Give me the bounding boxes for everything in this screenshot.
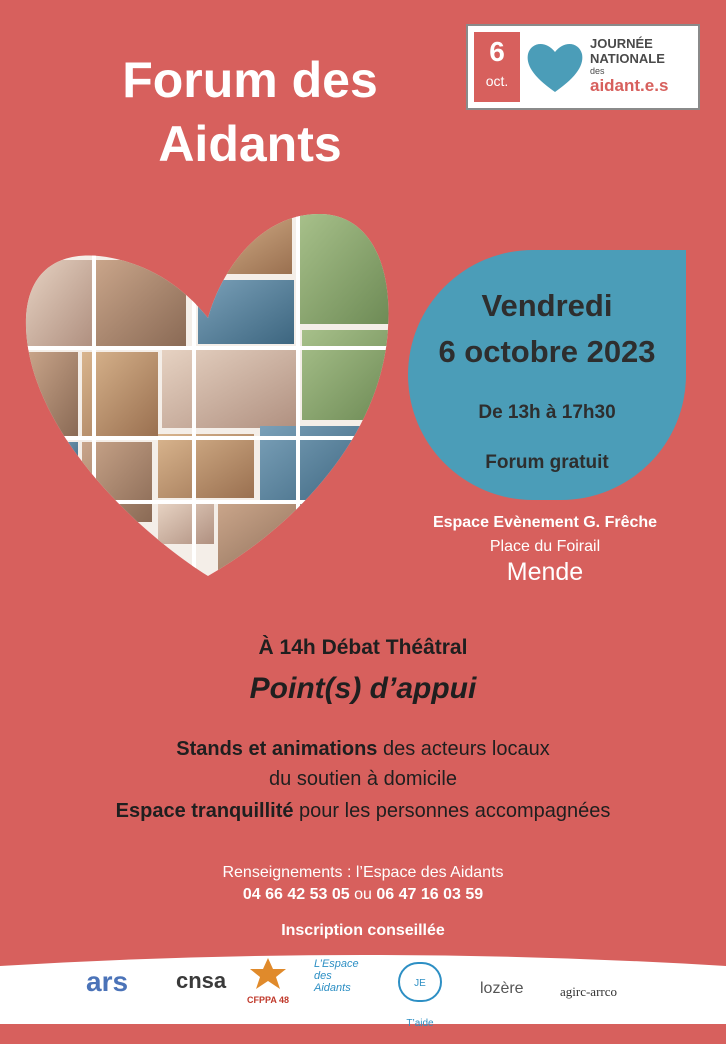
- event-date: 6 octobre 2023: [438, 334, 656, 369]
- stands-text: [0, 734, 726, 794]
- espace-rest: pour les personnes accompagnées: [293, 800, 611, 822]
- badge-day: 6: [489, 36, 505, 67]
- ars-logo: ars: [86, 966, 129, 997]
- jetaide-logo: JE T’aide: [398, 962, 442, 1002]
- title-line-2: Aidants: [158, 116, 342, 172]
- collage-photo: [158, 434, 254, 498]
- badge-text: [590, 36, 698, 96]
- agirc-arrco-logo: agirc-arrco: [560, 984, 618, 999]
- badge-line-3: des: [590, 66, 605, 76]
- event-hours: De 13h à 17h30: [478, 402, 616, 423]
- journee-nationale-badge: [466, 24, 700, 110]
- contact-phones: [0, 886, 726, 904]
- venue-block: [404, 514, 686, 587]
- collage-photo: [198, 280, 294, 344]
- star-icon: [246, 956, 290, 990]
- event-date-drop: [408, 250, 686, 500]
- heart-photo-collage: [22, 208, 394, 580]
- collage-photo: [96, 260, 186, 346]
- stands-line-2: du soutien à domicile: [269, 768, 457, 790]
- cfppa-logo: [246, 956, 290, 1005]
- phone-or: ou: [349, 886, 377, 903]
- stands-rest: des acteurs locaux: [377, 738, 550, 760]
- collage-photo: [26, 352, 78, 436]
- poster-title: [60, 48, 440, 176]
- collage-photo: [26, 260, 92, 346]
- badge-date: [474, 32, 520, 102]
- collage-photo: [300, 214, 392, 324]
- venue-place: Place du Foirail: [489, 538, 601, 555]
- show-title: Point(s) d’appui: [249, 672, 477, 705]
- collage-photo: [302, 330, 392, 420]
- badge-month: oct.: [485, 73, 509, 89]
- badge-line-2: NATIONALE: [590, 51, 665, 66]
- cnsa-logo: cnsa: [176, 968, 227, 993]
- badge-brand: aidant.e.s: [590, 76, 669, 95]
- inscription-note: Inscription conseillée: [281, 922, 445, 939]
- collage-photo: [218, 504, 318, 574]
- venue-name: Espace Evènement G. Frêche: [432, 514, 658, 531]
- lozere-logo: lozère: [480, 980, 524, 997]
- title-line-1: Forum des: [122, 52, 378, 108]
- contact-info: Renseignements : l’Espace des Aidants: [222, 864, 504, 881]
- badge-line-1: JOURNÉE: [590, 36, 653, 51]
- stands-bold: Stands et animations: [176, 738, 378, 760]
- collage-photo: [158, 504, 214, 544]
- heart-icon: [524, 36, 586, 98]
- phone-2: 06 47 16 03 59: [376, 886, 484, 903]
- espace-text: [0, 800, 726, 823]
- phone-1: 04 66 42 53 05: [242, 886, 350, 903]
- collage-photo: [52, 442, 78, 478]
- espace-bold: Espace tranquillité: [115, 800, 294, 822]
- debate-line: À 14h Débat Théâtral: [258, 636, 468, 659]
- event-price: Forum gratuit: [485, 452, 609, 473]
- espace-aidants-logo: L’Espace des Aidants: [314, 958, 359, 994]
- venue-city: Mende: [506, 558, 584, 586]
- collage-photo: [198, 216, 292, 274]
- collage-photo: [162, 350, 298, 428]
- event-day: Vendredi: [481, 288, 613, 323]
- cfppa-label: CFPPA 48: [246, 995, 289, 1005]
